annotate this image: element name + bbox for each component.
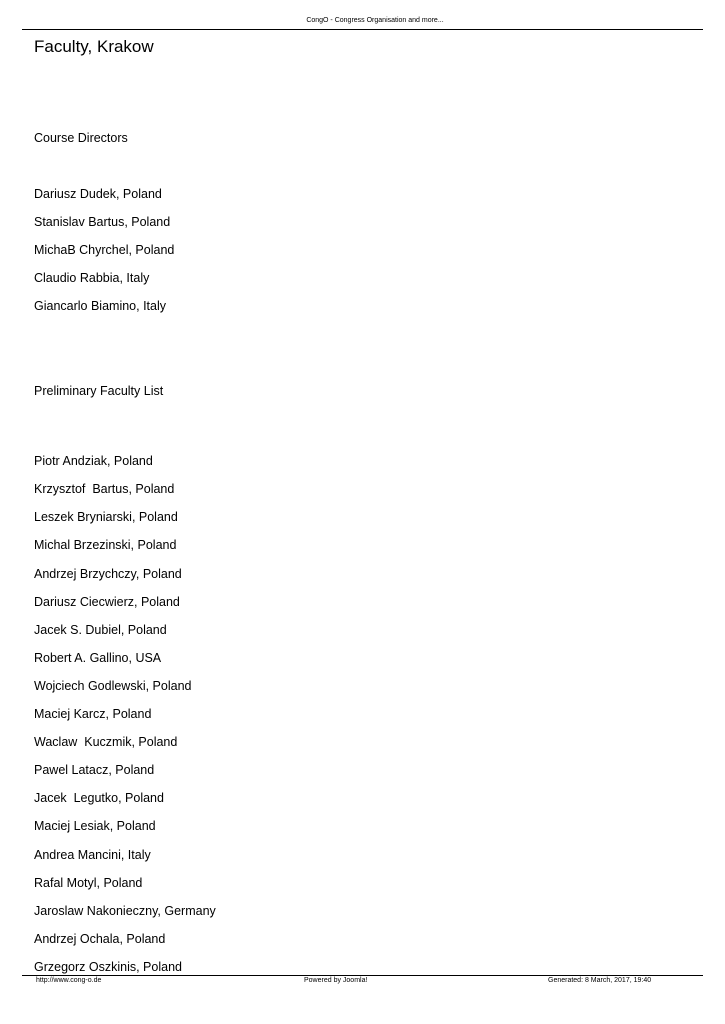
- faculty-member-name: Dariusz Ciecwierz, Poland: [34, 595, 180, 609]
- faculty-member-name: Jaroslaw Nakonieczny, Germany: [34, 904, 216, 918]
- course-director-name: Dariusz Dudek, Poland: [34, 187, 162, 201]
- course-director-name: Claudio Rabbia, Italy: [34, 271, 150, 285]
- faculty-member-name: Andrzej Brzychczy, Poland: [34, 567, 182, 581]
- faculty-member-name: Michal Brzezinski, Poland: [34, 538, 177, 552]
- faculty-member-name: Rafal Motyl, Poland: [34, 876, 143, 890]
- footer-url: http://www.cong-o.de: [36, 977, 102, 984]
- faculty-member-name: Waclaw Kuczmik, Poland: [34, 735, 178, 749]
- faculty-member-name: Krzysztof Bartus, Poland: [34, 482, 175, 496]
- faculty-member-name: Jacek Legutko, Poland: [34, 791, 164, 805]
- header-divider: [22, 29, 703, 30]
- faculty-member-name: Pawel Latacz, Poland: [34, 763, 155, 777]
- faculty-member-name: Leszek Bryniarski, Poland: [34, 510, 178, 524]
- footer-powered-by: Powered by Joomla!: [304, 977, 368, 984]
- faculty-list-heading: Preliminary Faculty List: [34, 384, 164, 398]
- faculty-member-name: Maciej Karcz, Poland: [34, 707, 152, 721]
- page-title: Faculty, Krakow: [34, 37, 154, 56]
- course-director-name: Giancarlo Biamino, Italy: [34, 299, 167, 313]
- course-director-name: MichaB Chyrchel, Poland: [34, 243, 175, 257]
- faculty-member-name: Maciej Lesiak, Poland: [34, 819, 156, 833]
- footer-generated-date: Generated: 8 March, 2017, 19:40: [548, 977, 652, 984]
- faculty-member-name: Wojciech Godlewski, Poland: [34, 679, 192, 693]
- course-directors-heading: Course Directors: [34, 131, 128, 145]
- faculty-member-name: Robert A. Gallino, USA: [34, 651, 162, 665]
- faculty-member-name: Jacek S. Dubiel, Poland: [34, 623, 167, 637]
- faculty-member-name: Piotr Andziak, Poland: [34, 454, 153, 468]
- faculty-member-name: Andrzej Ochala, Poland: [34, 932, 166, 946]
- faculty-member-name: Andrea Mancini, Italy: [34, 848, 151, 862]
- site-title: CongO - Congress Organisation and more...: [306, 17, 444, 24]
- faculty-member-name: Grzegorz Oszkinis, Poland: [34, 960, 182, 974]
- course-director-name: Stanislav Bartus, Poland: [34, 215, 171, 229]
